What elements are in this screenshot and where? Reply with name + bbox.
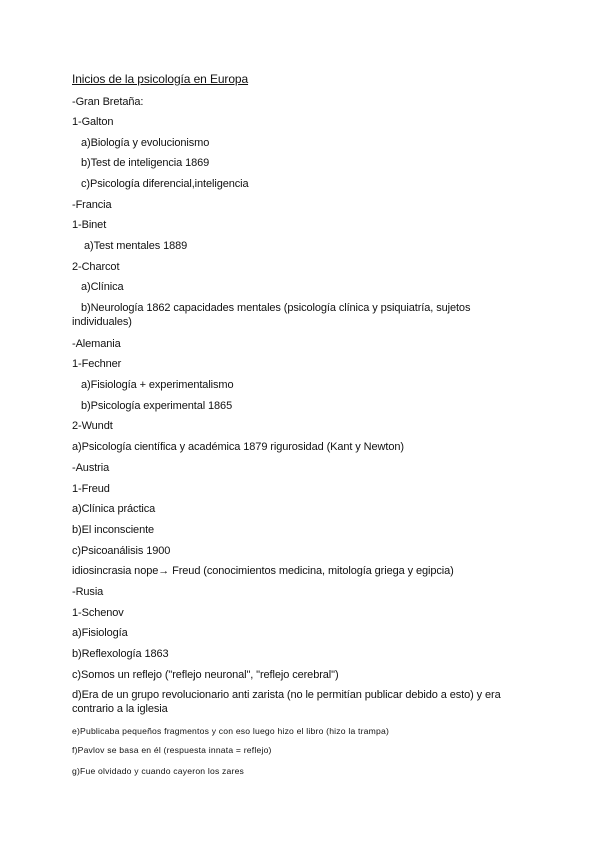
author-galton: 1-Galton — [72, 116, 114, 128]
list-item: f)Pavlov se basa en él (respuesta innata = reflejo) — [72, 745, 272, 755]
section-rusia: -Rusia — [72, 586, 104, 598]
list-item: e)Publicaba pequeños fragmentos y con eso luego hizo el libro (hizo la trampa) — [72, 726, 390, 736]
list-item: g)Fue olvidado y cuando cayeron los zares — [72, 766, 245, 776]
section-gran-bretana: -Gran Bretaña: — [72, 96, 144, 108]
section-francia: -Francia — [72, 199, 112, 211]
list-item: b)Reflexología 1863 — [72, 648, 169, 660]
list-item: c)Psicología diferencial,inteligencia — [81, 178, 249, 190]
list-item: a)Clínica práctica — [72, 503, 156, 515]
author-fechner: 1-Fechner — [72, 358, 122, 370]
list-item: d)Era de un grupo revolucionario anti zarista (no le permitían publicar debido a esto) y era contrario a la iglesia — [72, 689, 501, 715]
list-item: b)Test de inteligencia 1869 — [81, 157, 210, 169]
list-item: a)Clínica — [81, 281, 124, 293]
list-item: a)Test mentales 1889 — [84, 240, 188, 252]
author-binet: 1-Binet — [72, 219, 107, 231]
list-item: b)Psicología experimental 1865 — [81, 400, 233, 412]
note-line: idiosincrasia nope→ Freud (conocimientos medicina, mitología griega y egipcia) — [72, 565, 454, 577]
section-alemania: -Alemania — [72, 338, 121, 350]
document-title: Inicios de la psicología en Europa — [72, 72, 249, 86]
list-item: a)Fisiología — [72, 627, 128, 639]
list-item: b)Neurología 1862 capacidades mentales (psicología clínica y psiquiatría, sujetos individuales) — [72, 302, 471, 328]
list-item: c)Psicoanálisis 1900 — [72, 545, 171, 557]
author-freud: 1-Freud — [72, 483, 110, 495]
section-austria: -Austria — [72, 462, 110, 474]
list-item: a)Fisiología + experimentalismo — [81, 379, 234, 391]
author-wundt: 2-Wundt — [72, 420, 113, 432]
list-item: a)Psicología científica y académica 1879 rigurosidad (Kant y Newton) — [72, 441, 404, 453]
author-schenov: 1-Schenov — [72, 607, 124, 619]
list-item: a)Biología y evolucionismo — [81, 137, 210, 149]
author-charcot: 2-Charcot — [72, 261, 120, 273]
list-item: c)Somos un reflejo ("reflejo neuronal", "reflejo cerebral") — [72, 669, 339, 681]
list-item: b)El inconsciente — [72, 524, 155, 536]
